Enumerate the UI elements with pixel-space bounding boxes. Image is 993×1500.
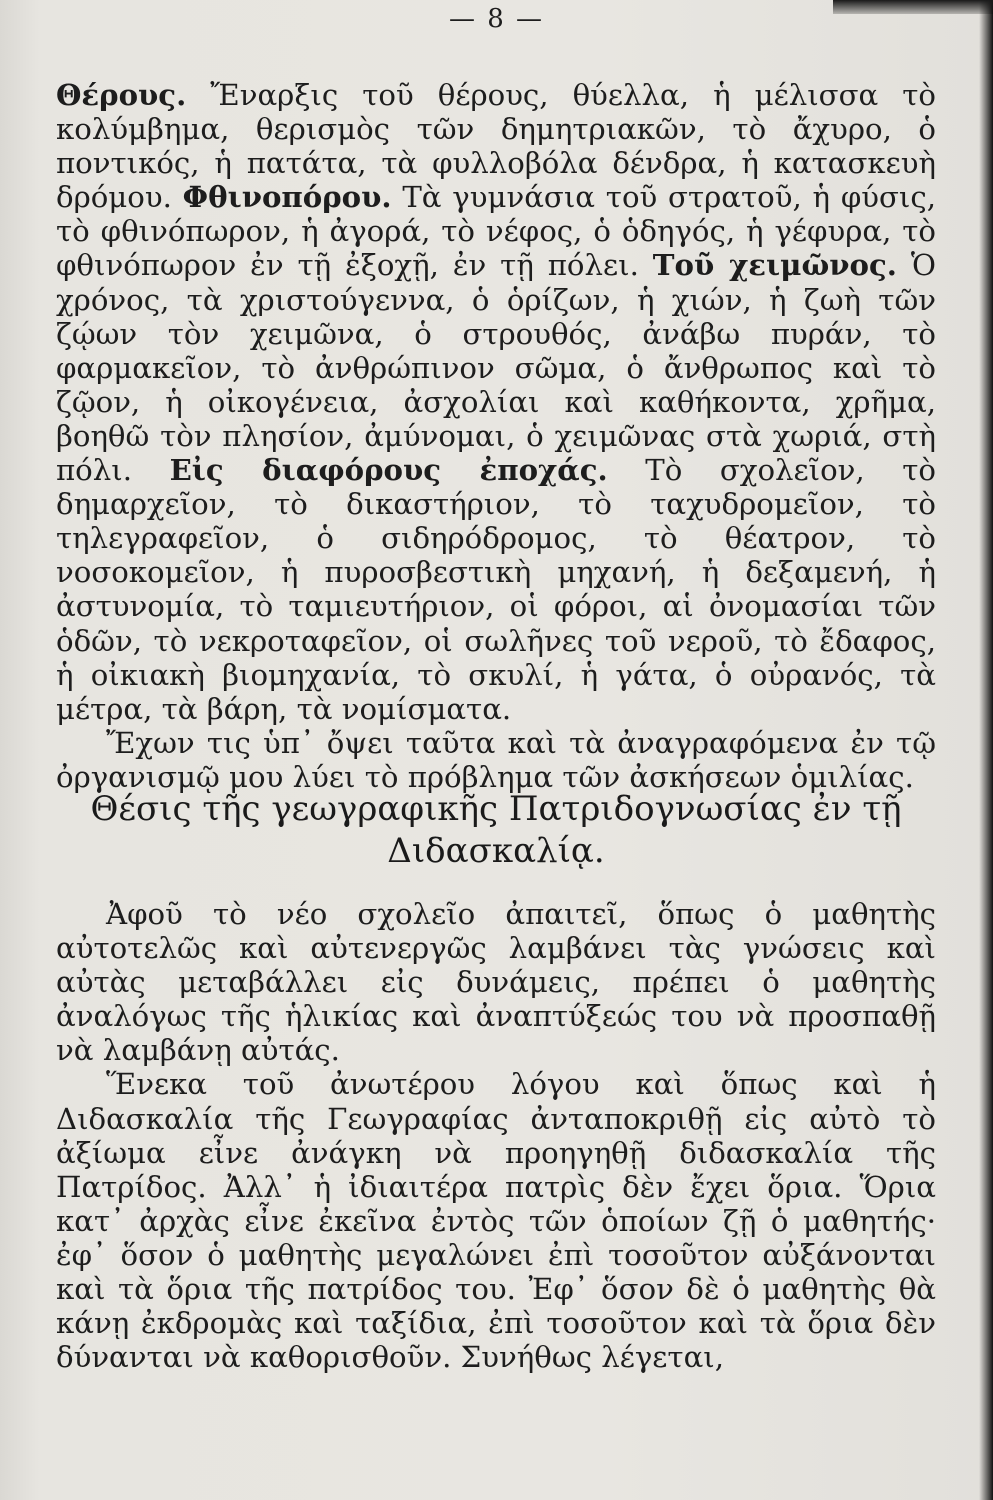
summer-topics: Ἔναρξις τοῦ θέρους, θύελλα, ἡ μέλισσα τὸ κολύμβημα, θερισμὸς τῶν δημητριακῶν, τὸ ἄχυρο, ὁ ποντικός, ἡ πατάτα, τὰ φυλλοβόλα δένδρα, ἡ κατασκευὴ δρόμου. — [56, 78, 936, 215]
text-block-top — [56, 78, 936, 794]
paragraph-homeland: Ἕνεκα τοῦ ἀνωτέρου λόγου καὶ ὅπως καὶ ἡ Διδασκαλία τῆς Γεωγραφίας ἀνταποκριθῇ εἰς αὐτὸ τὸ ἀξίωμα εἶνε ἀνάγκη νὰ προηγηθῇ διδασκαλία τῆς Πατρίδος. Ἀλλ᾽ ἡ ἰδιαιτέρα πατρὶς δὲν ἔχει ὅρια. Ὅρια κατ᾽ ἀρχὰς εἶνε ἐκεῖνα ἐντὸς τῶν ὁποίων ζῇ ὁ μαθητής· ἐφ᾽ ὅσον ὁ μαθητὴς μεγαλώνει ἐπὶ τοσοῦτον αὐξάνονται καὶ τὰ ὅρια τῆς πατρίδος του. Ἐφ᾽ ὅσον δὲ ὁ μαθητὴς θὰ κάνῃ ἐκδρομὰς καὶ ταξίδια, ἐπὶ τοσοῦτον καὶ τὰ ὅρια δὲν δύνανται νὰ καθορισθοῦν. Συνήθως λέγεται, — [56, 1067, 936, 1375]
section-heading: Θέσις τῆς γεωγραφικῆς Πατριδογνωσίας ἐν τῇ Διδασκαλίᾳ. — [90, 789, 902, 871]
text-block-bottom — [56, 897, 936, 1374]
page-number: — 8 — — [448, 4, 545, 34]
paragraph-organism: Ἔχων τις ὑπ᾽ ὄψει ταῦτα καὶ τὰ ἀναγραφόμενα ἐν τῷ ὀργανισμῷ μου λύει τὸ πρόβλημα τῶν ἀσκήσεων ὁμιλίας. — [56, 725, 936, 794]
season-heading-winter: Τοῦ χειμῶνος. — [652, 248, 897, 283]
autumn-topics: Τὰ γυμνάσια τοῦ στρατοῦ, ἡ φύσις, τὸ φθινόπωρον, ἡ ἀγορά, τὸ νέφος, ὁ ὁδηγός, ἡ γέφυρα, τὸ φθινόπωρον ἐν τῇ ἐξοχῇ, ἐν τῇ πόλει. — [56, 180, 936, 283]
season-heading-various: Εἰς διαφόρους ἐποχάς. — [169, 453, 608, 488]
paragraph-seasons — [56, 78, 936, 726]
various-topics: Τὸ σχολεῖον, τὸ δημαρχεῖον, τὸ δικαστήριον, τὸ ταχυδρομεῖον, τὸ τηλεγραφεῖον, ὁ σιδηρόδρομος, τὸ θέατρον, τὸ νοσοκομεῖον, ἡ πυροσβεστικὴ μηχανή, ἡ δεξαμενή, ἡ ἀστυνομία, τὸ ταμιευτήριον, οἱ φόροι, αἱ ὀνομασίαι τῶν ὁδῶν, τὸ νεκροταφεῖον, οἱ σωλῆνες τοῦ νεροῦ, τὸ ἔδαφος, ἡ οἰκιακὴ βιομηχανία, τὸ σκυλί, ἡ γάτα, ὁ οὐρανός, τὰ μέτρα, τὰ βάρη, τὰ νομίσματα. — [56, 453, 936, 726]
page-edge-shadow — [979, 0, 993, 1500]
season-heading-summer: Θέρους. — [56, 78, 187, 112]
season-heading-autumn: Φθινοπόρου. — [182, 180, 392, 215]
winter-topics: Ὁ χρόνος, τὰ χριστούγεννα, ὁ ὁρίζων, ἡ χιών, ἡ ζωὴ τῶν ζῴων τὸν χειμῶνα, ὁ στρουθός, ἀνάβω πυράν, τὸ φαρμακεῖον, τὸ ἀνθρώπινον σῶμα, ὁ ἄνθρωπος καὶ τὸ ζῷον, ἡ οἰκογένεια, ἀσχολίαι καὶ καθήκοντα, χρῆμα, βοηθῶ τὸν πλησίον, ἀμύνομαι, ὁ χειμῶνας στὰ χωριά, στὴ πόλι. — [56, 248, 936, 488]
paragraph-new-school: Ἀφοῦ τὸ νέο σχολεῖο ἀπαιτεῖ, ὅπως ὁ μαθητὴς αὐτοτελῶς καὶ αὐτενεργῶς λαμβάνει τὰς γνώσεις καὶ αὐτὰς μεταβάλλει εἰς δυνάμεις, πρέπει ὁ μαθητὴς ἀναλόγως τῆς ἡλικίας καὶ ἀναπτύξεώς του νὰ προσπαθῇ νὰ λαμβάνῃ αὐτάς. — [56, 897, 936, 1068]
